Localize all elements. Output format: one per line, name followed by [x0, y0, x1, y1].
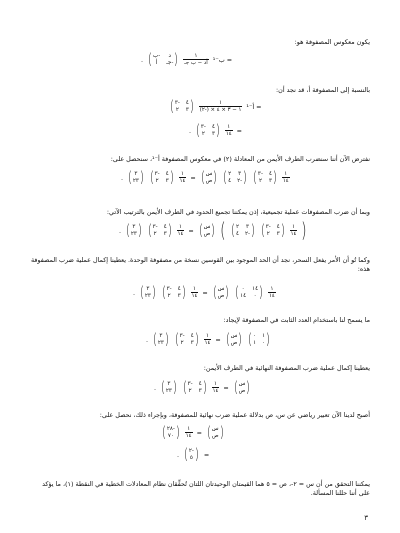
- matrix-cell: س: [238, 380, 246, 387]
- eq2-fraction: $\frac{١}{(٢-) \times ١ - ٣ \times ٤}$: [199, 100, 242, 113]
- paragraph-associative: وبما أن ضرب المصفوفات عملية تجميعية، إذن يمكننا تجميع الحدود في الطرف الأيمن بالترتيب الآتي:: [106, 208, 370, 216]
- matrix-cell: ٤: [276, 223, 280, 230]
- matrix-cell: ٤: [185, 99, 189, 106]
- matrix-cell: ٣: [245, 223, 249, 230]
- matrix-cell: جـ-: [166, 60, 174, 66]
- matrix-cell: ٤: [163, 223, 167, 230]
- eq5-xy-vector: ( س ص ): [212, 283, 230, 301]
- matrix-cell: ٢: [228, 170, 232, 177]
- matrix-cell: ٣-: [154, 170, 160, 177]
- eq2-lhs: أ⁻¹ =: [246, 102, 262, 111]
- matrix-cell: ٤: [268, 170, 272, 177]
- matrix-cell: ٣-: [179, 332, 185, 339]
- matrix-cell: ٣-: [200, 123, 206, 130]
- paragraph-constant: ما يسمح لنا باستخدام العدد الثابت في المصفوفة لإيجاد:: [223, 316, 370, 324]
- matrix-cell: ٣: [276, 231, 280, 237]
- matrix-cell: ص: [203, 231, 211, 237]
- eq7-fraction: $\frac{١}{١٤}$: [212, 381, 219, 394]
- solution-vector: ( ٢- ٥ ): [183, 445, 199, 463]
- matrix-cell: ٢: [180, 340, 184, 346]
- eq3-vector-right: ( ٣ ٢٣ ): [127, 168, 144, 186]
- matrix-cell: ٢٣: [130, 231, 137, 237]
- eq4-xy-vector: ( س ص ): [198, 221, 216, 239]
- matrix-cell: ٠: [262, 340, 266, 346]
- eq6-vector-right: ( ٣ ٢٣ ): [152, 330, 169, 348]
- eq7-xy-vector: ( س ص ): [233, 378, 251, 396]
- matrix-cell: ٢٣: [165, 388, 172, 394]
- matrix-cell: ٤: [235, 231, 239, 237]
- matrix-cell: ٢٣: [157, 340, 164, 346]
- eq7-vector-right: ( ٣ ٢٣ ): [160, 378, 177, 396]
- matrix-cell: ٣: [132, 223, 136, 230]
- matrix-cell: ٣: [165, 178, 169, 184]
- matrix-cell: ٣: [134, 170, 138, 177]
- matrix-cell: ٠: [241, 285, 245, 292]
- matrix-cell: ٣: [198, 388, 202, 394]
- matrix-cell: ٣-: [174, 99, 180, 106]
- matrix-cell: ٤: [165, 170, 169, 177]
- eq6-xy-vector: ( س ص ): [225, 330, 243, 348]
- matrix-cell: ٣: [163, 231, 167, 237]
- matrix-cell: ٤: [177, 285, 181, 292]
- eq2b-matrix: ( ٣- ٤ ٢ ٣ ): [195, 121, 220, 139]
- eq4-matrix-a: ( ٢ ٣ ٤ ٢- ): [230, 221, 255, 239]
- eq4-vector-right: ( ٣ ٢٣ ): [125, 221, 142, 239]
- matrix-cell: ٢-: [188, 447, 194, 454]
- eq3-matrix-a: ( ٢ ٣ ٤ ٢- ): [223, 168, 248, 186]
- matrix-cell: ٢-: [244, 231, 251, 237]
- eq3-xy-vector: ( س ص ): [200, 168, 218, 186]
- matrix-cell: ٢: [266, 231, 270, 237]
- matrix-cell: ١: [262, 332, 266, 339]
- matrix-cell: ٢: [155, 178, 159, 184]
- matrix-cell: ص: [238, 388, 246, 394]
- matrix-cell: ص: [217, 293, 225, 299]
- eq8-xy-vector: ( س ص ): [206, 423, 224, 441]
- matrix-cell: ٣-: [257, 170, 263, 177]
- paragraph-xy-result: أصبح لدينا الآن تعبير رياضي عن س، ص بدلالة عملية ضرب نهائية للمصفوفة، وبإجراء ذلك، نحصل على:: [99, 411, 370, 419]
- matrix-cell: ٣-: [166, 285, 172, 292]
- page-number: ٣: [364, 514, 368, 522]
- matrix-cell: ٣: [190, 340, 194, 346]
- matrix-cell: ٢: [188, 388, 192, 394]
- equation-solution: . ( ٢- ٥ ) =: [177, 445, 210, 463]
- eq7-matrix-right: ( ٣- ٤ ٢ ٣ ): [182, 378, 207, 396]
- matrix-cell: س: [217, 285, 225, 292]
- matrix-cell: ٢: [258, 178, 262, 184]
- matrix-cell: ٢: [175, 107, 179, 113]
- matrix-cell: س: [203, 223, 211, 230]
- eq5-fraction-left: $\frac{١}{١٤}$: [269, 286, 275, 299]
- eq5-fraction-right: $\frac{١}{١٤}$: [191, 286, 198, 299]
- matrix-cell: ٢: [153, 231, 157, 237]
- matrix-cell: ٢: [167, 293, 171, 299]
- eq6-fraction: $\frac{١}{١٤}$: [204, 333, 211, 346]
- matrix-cell: ص: [205, 178, 213, 184]
- equation-grouped: . ( ٣ ٢٣ ) ( ٣- ٤ ٢ ٣ ) $\frac{١}{١٤}$ = ( س ص ) ( ( ٢ ٣ ٤ ٢- ) ( ٣- ٤ ٢ ٣ ) $\frac{١}{١٤}$ ): [119, 218, 308, 242]
- matrix-cell: ٥: [189, 455, 193, 461]
- matrix-cell: ٢٨-: [166, 425, 175, 432]
- matrix-cell: ٤: [198, 380, 202, 387]
- matrix-cell: ص: [211, 433, 219, 439]
- eq3-matrix-inverse: ( ٣- ٤ ٢ ٣ ): [252, 168, 277, 186]
- eq3-matrix-right: ( ٣- ٤ ٢ ٣ ): [149, 168, 174, 186]
- matrix-cell: ٤: [211, 123, 215, 130]
- matrix-cell: ١: [253, 340, 257, 346]
- matrix-cell: ب-: [152, 52, 161, 59]
- matrix-cell: ٣: [159, 332, 163, 339]
- equation-identity: . ( ٣ ٢٣ ) ( ٣- ٤ ٢ ٣ ) $\frac{١}{١٤}$ = ( س ص ) ( ٠ ١ ١ ٠ ): [146, 330, 271, 348]
- eq5-matrix-right: ( ٣- ٤ ٢ ٣ ): [161, 283, 186, 301]
- equation-identity-product: . ( ٣ ٢٣ ) ( ٣- ٤ ٢ ٣ ) $\frac{١}{١٤}$ = ( س ص ) ( ٠ ١٤ ١٤ ٠ ) $\frac{١}{١٤}$: [133, 283, 275, 301]
- eq1-matrix: ( ب- د أ جـ- ): [147, 50, 179, 68]
- eq3-fraction-right: $\frac{١}{١٤}$: [179, 171, 186, 184]
- eq6-matrix-right: ( ٣- ٤ ٢ ٣ ): [174, 330, 199, 348]
- matrix-cell: س: [205, 170, 213, 177]
- paragraph-verification: يمكننا التحقق من أن س = ٢-، ص = ٥ هما القيمتان الوحيدتان اللتان تُحقِّقان نظام المعادلات الخطية في النقطة (١)، ما يؤكد على أننا حللنا المسألة.: [42, 480, 370, 497]
- matrix-cell: أ: [155, 60, 158, 66]
- eq1-end: .: [141, 55, 144, 64]
- eq2b-fraction: $\frac{١}{١٤}$: [225, 124, 232, 137]
- matrix-cell: ٤: [190, 332, 194, 339]
- equation-a-inverse-simplified: . ( ٣- ٤ ٢ ٣ ) $\frac{١}{١٤}$ =: [189, 121, 242, 139]
- equation-multiply-both-sides: . ( ٣ ٢٣ ) ( ٣- ٤ ٢ ٣ ) $\frac{١}{١٤}$ = ( س ص ) ( ٢ ٣ ٤ ٢- ) ( ٣- ٤ ٢ ٣ ) $\frac{١}{١٤}$: [121, 168, 289, 186]
- equation-xy-product: ( ٢٨- ٧٠ ) $\frac{١}{١٤}$ = ( س ص ): [161, 423, 224, 441]
- matrix-cell: ٣: [185, 107, 189, 113]
- matrix-cell: د: [168, 52, 172, 59]
- equation-inverse-formula: [140, 52, 233, 67]
- matrix-cell: ٣: [268, 178, 272, 184]
- matrix-cell: ٢: [201, 131, 205, 137]
- paragraph-multiply-inverse: نفترض الآن أننا سنضرب الطرف الأيمن من المعادلة (٢) في معكوس المصفوفة أ⁻¹، سنحصل على:: [110, 155, 370, 163]
- matrix-cell: ٣-: [265, 223, 271, 230]
- matrix-cell: ٣: [146, 285, 150, 292]
- eq4-matrix-right: ( ٣- ٤ ٢ ٣ ): [147, 221, 172, 239]
- matrix-cell: ٢-: [237, 178, 243, 184]
- matrix-cell: ٣: [167, 380, 171, 387]
- matrix-cell: ٣-: [152, 223, 158, 230]
- matrix-cell: ١٤: [240, 293, 247, 299]
- eq5-vector-right: ( ٣ ٢٣ ): [139, 283, 156, 301]
- paragraph-inverse-intro: يكون معكوس المصفوفة هو:: [294, 38, 370, 46]
- eq3-fraction-left: $\frac{١}{١٤}$: [282, 171, 289, 184]
- matrix-cell: ٣-: [187, 380, 193, 387]
- matrix-cell: ٠: [253, 332, 257, 339]
- eq2-matrix: ( ٣- ٤ ٢ ٣ ): [169, 97, 194, 115]
- matrix-cell: س: [211, 425, 219, 432]
- matrix-cell: ٣: [238, 170, 242, 177]
- matrix-cell: ١٤: [252, 285, 259, 292]
- equation-xy-expression: . ( ٣ ٢٣ ) ( ٣- ٤ ٢ ٣ ) $\frac{١}{١٤}$ = ( س ص ): [154, 378, 251, 396]
- eq1-lhs: ب⁻¹ =: [212, 55, 233, 64]
- matrix-cell: ٣: [177, 293, 181, 299]
- matrix-cell: ٢٣: [144, 293, 151, 299]
- matrix-cell: ٢: [235, 223, 239, 230]
- eq8-vector-right: ( ٢٨- ٧٠ ): [161, 423, 180, 441]
- eq5-matrix-14: ( ٠ ١٤ ١٤ ٠ ): [235, 283, 264, 301]
- paragraph-final-product: يعطينا إكمال عملية ضرب المصفوفة النهائية في الطرف الأيمن:: [203, 364, 370, 372]
- eq8-fraction: $\frac{١}{١٤}$: [185, 426, 192, 439]
- matrix-cell: ٢٣: [132, 178, 139, 184]
- eq4-matrix-inverse: ( ٣- ٤ ٢ ٣ ): [260, 221, 285, 239]
- paragraph-matrix-a: بالنسبة إلى المصفوفة أ، قد نجد أن:: [276, 86, 370, 94]
- matrix-cell: س: [230, 332, 238, 339]
- eq1-fraction: $\frac{١}{\text{أد − ب جـ}}$: [184, 53, 208, 66]
- matrix-cell: ص: [230, 340, 238, 346]
- matrix-cell: ٠: [253, 293, 257, 299]
- matrix-cell: ٣: [211, 131, 215, 137]
- matrix-cell: ٤: [228, 178, 232, 184]
- paragraph-identity: وكما تُو أن الأمر يفعل السحر، نجد أن الحد الموجود بين القوسين نسخة من مصفوفة الوحدة. يعطينا إكمال عملية ضرب المصفوفة هذه:: [30, 256, 370, 273]
- matrix-cell: ٧٠: [167, 433, 174, 439]
- eq6-identity-matrix: ( ٠ ١ ١ ٠ ): [248, 330, 271, 348]
- equation-a-inverse: [168, 99, 263, 114]
- eq4-fraction-right: $\frac{١}{١٤}$: [177, 224, 184, 237]
- eq4-fraction-left: $\frac{١}{١٤}$: [290, 224, 297, 237]
